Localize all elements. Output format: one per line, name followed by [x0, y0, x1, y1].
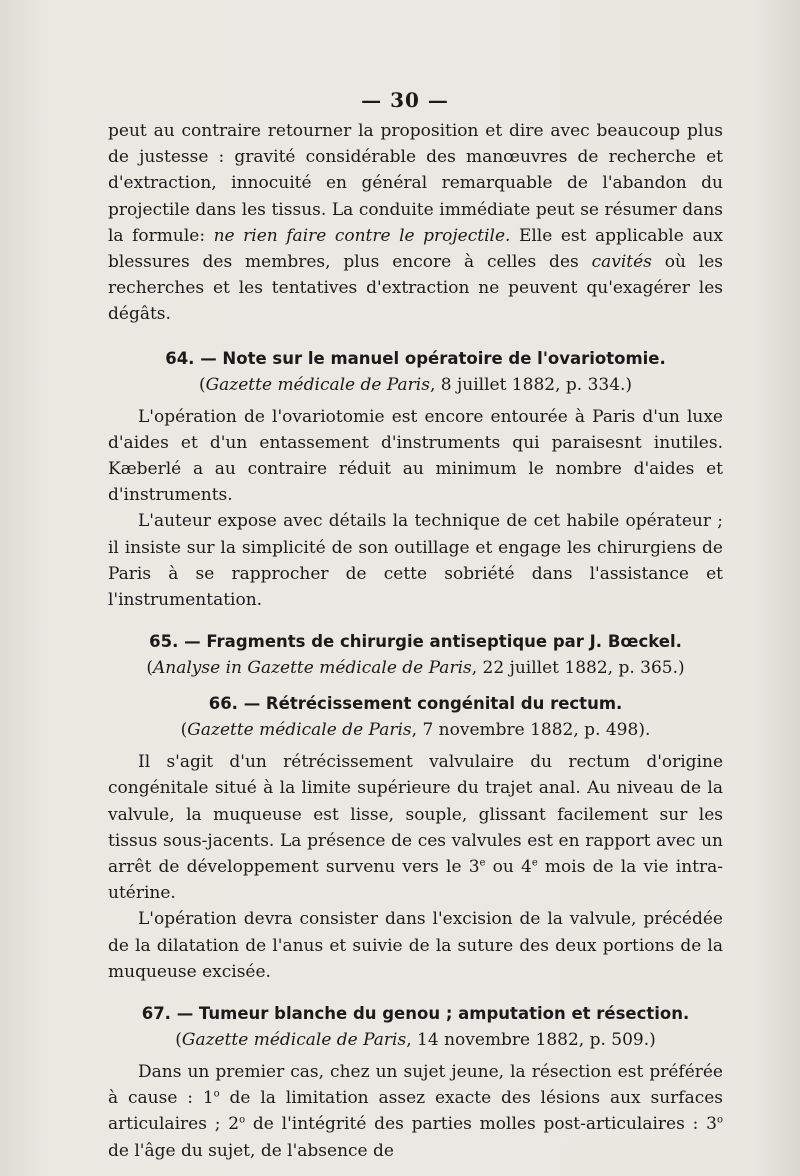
section-65-journal: Analyse in Gazette médicale de Paris	[152, 658, 472, 679]
superscript-e: e	[479, 857, 486, 869]
section-66-source	[108, 717, 723, 743]
section-66-text-b: ou 4	[485, 857, 532, 878]
intro-formula: ne rien faire contre le projectile.	[213, 225, 511, 246]
intro-cavites: cavités	[591, 252, 652, 273]
section-66-citation: , 7 novembre 1882, p. 498).	[411, 720, 651, 741]
superscript-o: o	[213, 1088, 220, 1100]
section-67-citation: , 14 novembre 1882, p. 509.)	[406, 1030, 656, 1051]
section-66-journal: Gazette médicale de Paris	[187, 720, 412, 741]
text-column	[108, 118, 723, 1164]
section-66-heading: 66. — Rétrécissement congénital du rectum.	[208, 694, 623, 714]
section-64-paragraph-1: L'opération de l'ovariotomie est encore entourée à Paris d'un luxe d'aides et d'un entassement d'instruments qui paraisesnt inutiles. Kæberlé a au contraire réduit au minimum le nombre d'aides et d'instruments.	[108, 406, 723, 506]
superscript-o: o	[239, 1114, 246, 1126]
intro-text-2: Elle est applicable aux blessures des membres, plus encore à celles des	[108, 225, 724, 273]
section-64-heading: 64. — Note sur le manuel opératoire de l'ovariotomie.	[165, 348, 666, 368]
superscript-o: o	[716, 1114, 723, 1126]
section-67-source	[108, 1027, 723, 1053]
source-open: (	[180, 720, 188, 741]
section-64-journal: Gazette médicale de Paris	[205, 374, 430, 395]
superscript-e: e	[531, 857, 538, 869]
intro-text-1: peut au contraire retourner la proposition et dire avec beaucoup plus de justesse : gravité considérable des manœuvres de recherche et d'extraction, innocuité en général remarquable de l'abandon du projectile dans les tissus. La conduite immédiate peut se résumer dans la formule:	[108, 121, 723, 246]
section-64-paragraph-2: L'auteur expose avec détails la technique de cet habile opérateur ; il insiste sur la simplicité de son outillage et engage les chirurgiens de Paris à se rapprocher de cette sobriété dans l'assistance et l'instrumentation.	[108, 511, 723, 611]
section-67-text-a: Dans un premier cas, chez un sujet jeune, la résection est préférée à cause : 1	[108, 1062, 723, 1109]
intro-paragraph	[108, 118, 723, 328]
section-64-citation: , 8 juillet 1882, p. 334.)	[429, 374, 633, 395]
section-67-journal: Gazette médicale de Paris	[181, 1030, 407, 1051]
section-66-text-c: mois de la vie intra-utérine.	[108, 857, 723, 904]
section-65-source	[108, 655, 723, 681]
section-66-text-a: Il s'agit d'un rétrécissement valvulaire du rectum d'origine congénitale situé à la limite supérieure du trajet anal. Au niveau de la valvule, la muqueuse est lisse, souple, glissant facilement sur les tissus sous-jacents. La présence de ces valvules est en rapport avec un arrêt de développement survenu vers le 3	[108, 752, 723, 878]
source-open: (	[198, 374, 206, 395]
source-open: (	[175, 1030, 182, 1051]
section-67-heading: 67. — Tumeur blanche du genou ; amputation et résection.	[141, 1004, 690, 1024]
source-open: (	[146, 658, 153, 679]
section-67-text-c: de l'intégrité des parties molles post-articulaires : 3	[245, 1114, 717, 1135]
section-67-paragraph-1	[108, 1059, 723, 1164]
section-65-heading: 65. — Fragments de chirurgie antiseptique par J. Bœckel.	[149, 632, 682, 652]
page-number: — 30 —	[361, 88, 449, 112]
section-65-citation: , 22 juillet 1882, p. 365.)	[471, 658, 685, 679]
section-67-text-b: de la limitation assez exacte des lésions aux surfaces articulaires ; 2	[108, 1088, 724, 1135]
section-66-paragraph-1	[108, 749, 723, 906]
section-67-text-d: de l'âge du sujet, de l'absence de	[108, 1140, 394, 1161]
section-64-source	[108, 372, 723, 398]
intro-text-3: où les recherches et les tentatives d'extraction ne peuvent qu'exagérer les dégâts.	[108, 252, 723, 325]
section-66-paragraph-2: L'opération devra consister dans l'excision de la valvule, précédée de la dilatation de l'anus et suivie de la suture des deux portions de la muqueuse excisée.	[108, 909, 723, 982]
